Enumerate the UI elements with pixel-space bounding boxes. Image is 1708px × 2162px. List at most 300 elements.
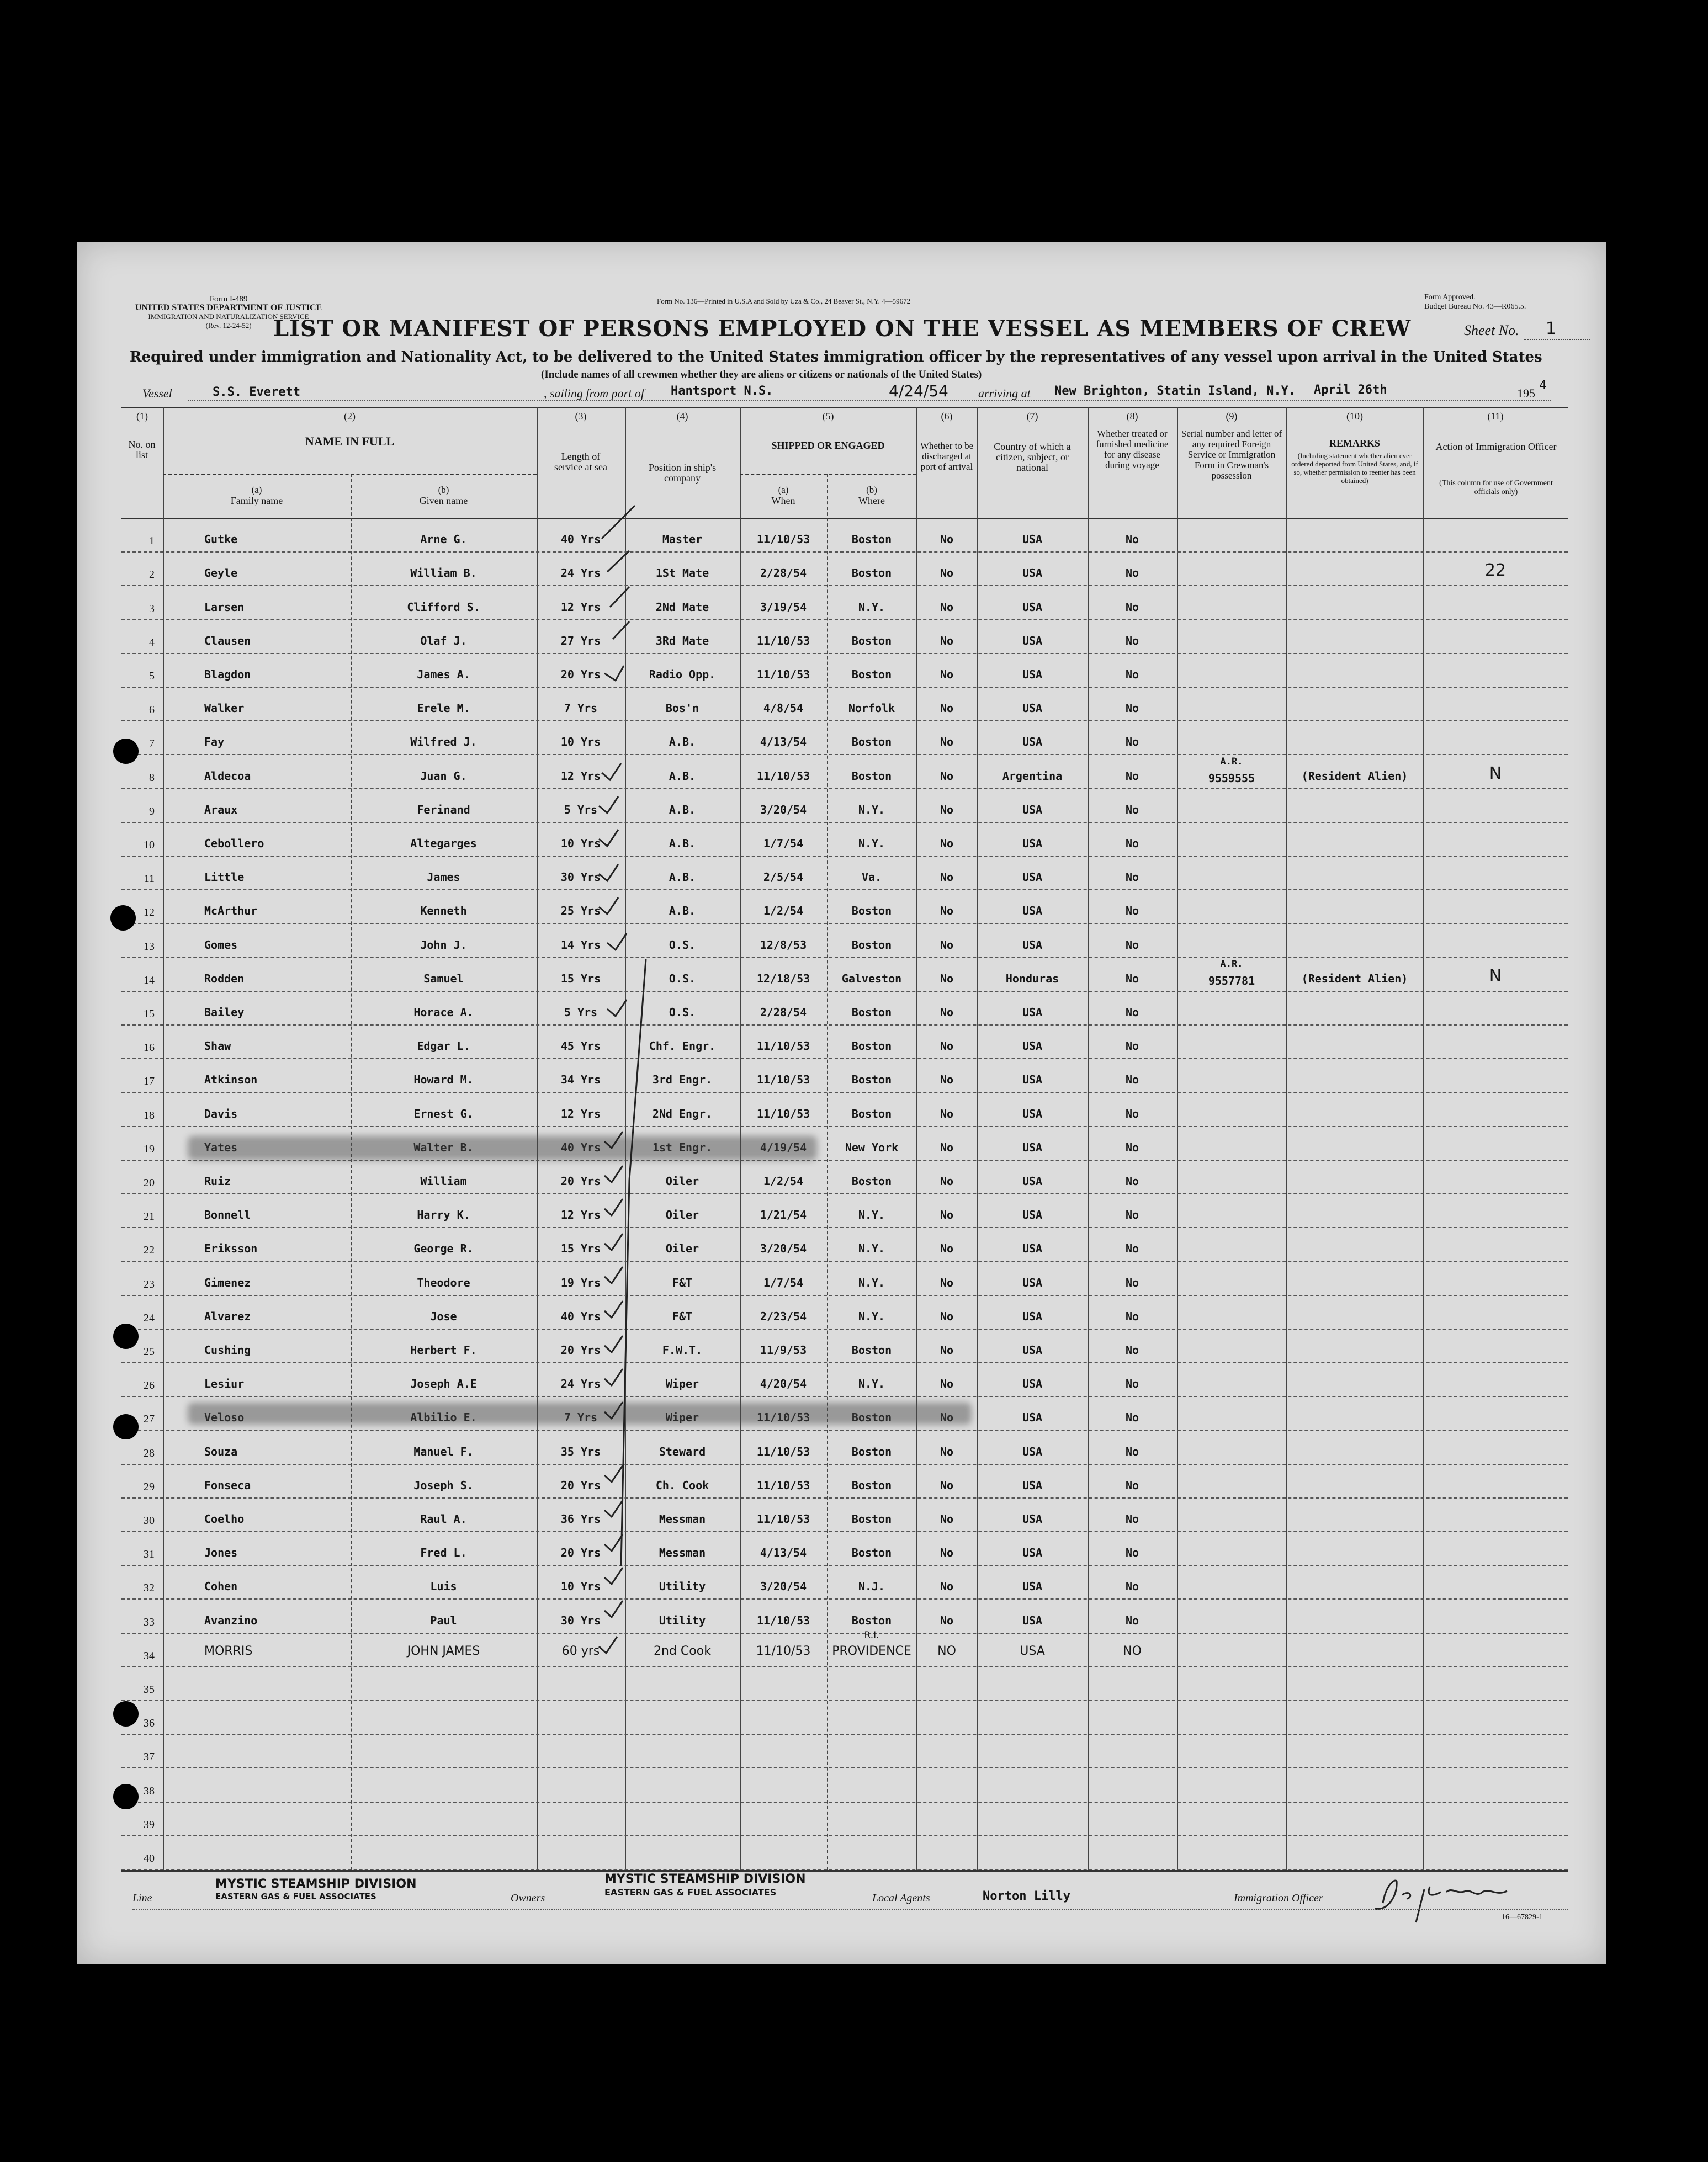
checkmark <box>599 897 618 914</box>
cell-med: No <box>1125 634 1139 647</box>
cell-position: O.S. <box>669 1006 696 1019</box>
checkmark <box>604 1500 623 1517</box>
cell-med: No <box>1125 1377 1139 1391</box>
header-discharged: Whether to be discharged at port of arrival <box>920 440 974 472</box>
col-num-10: (10) <box>1346 411 1363 422</box>
footer-agents-label: Local Agents <box>872 1892 930 1904</box>
cell-when: 4/20/54 <box>760 1377 807 1391</box>
cell-country: USA <box>1022 1140 1043 1154</box>
header-given-name: Given name <box>419 495 468 506</box>
cell-disch: No <box>940 634 954 647</box>
cell-action: N <box>1489 966 1502 986</box>
checkmark <box>607 551 629 572</box>
cell-given: Howard M. <box>413 1073 474 1087</box>
checkmark <box>599 864 618 881</box>
cell-position: 2Nd Engr. <box>652 1107 713 1120</box>
cell-disch: No <box>940 1242 954 1256</box>
cell-position: Master <box>662 533 703 546</box>
punch-hole <box>113 1701 139 1727</box>
cell-disch: No <box>940 1006 954 1019</box>
year-prefix: 195 <box>1517 386 1535 400</box>
row-number: 16 <box>144 1042 155 1054</box>
cell-country: USA <box>1022 702 1043 715</box>
cell-given: William <box>420 1175 467 1188</box>
punch-hole <box>113 1784 139 1809</box>
cell-given: Joseph A.E <box>410 1377 477 1391</box>
cell-when: 1/2/54 <box>763 1175 804 1188</box>
row-number: 13 <box>144 940 155 953</box>
cell-where: Boston <box>851 1444 892 1458</box>
cell-position: Wiper <box>665 1377 699 1391</box>
cell-service: 40 Yrs <box>560 1309 601 1323</box>
cell-position: 2nd Cook <box>654 1644 711 1658</box>
footer-owners-value-2: EASTERN GAS & FUEL ASSOCIATES <box>604 1887 777 1898</box>
cell-when: 2/28/54 <box>760 1006 807 1019</box>
cell-disch: No <box>940 1276 954 1289</box>
cell-given: George R. <box>413 1242 474 1256</box>
cell-med: No <box>1125 1006 1139 1019</box>
cell-given: Fred L. <box>420 1546 467 1560</box>
cell-where: Boston <box>851 1343 892 1357</box>
cell-country: USA <box>1022 600 1043 614</box>
row-number: 3 <box>149 602 155 615</box>
cell-service: 34 Yrs <box>560 1073 601 1087</box>
cell-country: USA <box>1022 1444 1043 1458</box>
cell-position: Messman <box>659 1512 706 1526</box>
cell-when: 3/19/54 <box>760 600 807 614</box>
cell-when: 12/8/53 <box>760 938 807 952</box>
cell-disch: No <box>940 870 954 884</box>
cell-when: 11/10/53 <box>756 1478 810 1492</box>
cell-given: Herbert F. <box>410 1343 477 1357</box>
cell-when: 1/7/54 <box>763 837 804 850</box>
cell-service: 20 Yrs <box>560 1343 601 1357</box>
cell-disch: No <box>940 735 954 749</box>
cell-when: 4/8/54 <box>763 702 804 715</box>
cell-family: Walker <box>204 702 245 715</box>
cell-given: Horace A. <box>413 1006 474 1019</box>
cell-service: 20 Yrs <box>560 1546 601 1560</box>
cell-service: 30 Yrs <box>560 870 601 884</box>
col-num-6: (6) <box>941 411 953 422</box>
cell-family: Araux <box>204 803 238 816</box>
cell-where: Boston <box>851 566 892 580</box>
cell-given: Arne G. <box>420 533 467 546</box>
cell-given: James A. <box>417 668 470 681</box>
cell-given: Erele M. <box>417 702 470 715</box>
cell-service: 15 Yrs <box>560 971 601 985</box>
checkmark <box>602 506 635 539</box>
service: IMMIGRATION AND NATURALIZATION SERVICE <box>148 312 309 321</box>
cell-disch: No <box>940 1309 954 1323</box>
cell-position: Messman <box>659 1546 706 1560</box>
cell-service: 25 Yrs <box>560 904 601 918</box>
cell-where: Boston <box>851 1478 892 1492</box>
cell-when: 2/23/54 <box>760 1309 807 1323</box>
checkmark <box>599 796 618 813</box>
cell-family: Atkinson <box>204 1073 258 1087</box>
cell-family: Eriksson <box>204 1242 258 1256</box>
cell-position: A.B. <box>669 735 696 749</box>
cell-disch: No <box>940 1478 954 1492</box>
cell-country: USA <box>1022 1006 1043 1019</box>
cell-disch: No <box>940 1444 954 1458</box>
cell-where: Boston <box>851 668 892 681</box>
cell-where: Boston <box>851 735 892 749</box>
footer-line-value-2: EASTERN GAS & FUEL ASSOCIATES <box>215 1892 376 1901</box>
cell-med: No <box>1125 1343 1139 1357</box>
cell-position: A.B. <box>669 870 696 884</box>
service-checkmarks <box>599 506 646 1653</box>
cell-family: MORRIS <box>204 1644 253 1658</box>
cell-when: 11/10/53 <box>756 1107 810 1120</box>
cell-service: 35 Yrs <box>560 1444 601 1458</box>
cell-given: Theodore <box>417 1276 470 1289</box>
arriving-port: New Brighton, Statin Island, N.Y. <box>1054 384 1296 398</box>
footer-owners-value <box>604 1873 806 1899</box>
cell-country: USA <box>1022 837 1043 850</box>
cell-given: Albilio E. <box>410 1411 477 1425</box>
cell-family: Geyle <box>204 566 238 580</box>
cell-country: USA <box>1022 1343 1043 1357</box>
footer-line-value-1: MYSTIC STEAMSHIP DIVISION <box>215 1877 417 1891</box>
checkmark <box>613 621 629 639</box>
cell-when: 3/20/54 <box>760 1580 807 1593</box>
col-num-9: (9) <box>1226 411 1238 422</box>
cell-given: Jose <box>430 1309 457 1323</box>
cell-where: Boston <box>851 1107 892 1120</box>
col-num-3: (3) <box>575 411 587 422</box>
cell-service: 10 Yrs <box>560 1580 601 1593</box>
cell-where: Boston <box>851 1512 892 1526</box>
cell-med: No <box>1125 1073 1139 1087</box>
cell-family: Aldecoa <box>204 769 251 783</box>
cell-position: A.B. <box>669 769 696 783</box>
checkmark <box>604 666 624 681</box>
cell-serial: 9557781 <box>1208 974 1255 987</box>
cell-country: Argentina <box>1002 769 1063 783</box>
cell-family: McArthur <box>204 904 258 918</box>
cell-when: 11/9/53 <box>760 1343 807 1357</box>
header-5b-letter: (b) <box>866 485 877 495</box>
checkmark <box>604 1402 623 1419</box>
cell-med: No <box>1125 1613 1139 1627</box>
cell-country: USA <box>1022 735 1043 749</box>
cell-disch: No <box>940 837 954 850</box>
cell-where: Boston <box>851 1006 892 1019</box>
cell-given: James <box>427 870 460 884</box>
cell-med: No <box>1125 702 1139 715</box>
cell-where: Boston <box>851 533 892 546</box>
row-number: 17 <box>144 1075 155 1088</box>
row-number: 4 <box>149 636 155 649</box>
cell-family: Cushing <box>204 1343 251 1357</box>
header-2b-letter: (b) <box>438 485 449 495</box>
cell-position: Bos'n <box>665 702 699 715</box>
cell-country: USA <box>1022 1175 1043 1188</box>
checkmark <box>604 1301 623 1318</box>
cell-serial-top: A.R. <box>1220 958 1243 970</box>
cell-position: 1st Engr. <box>652 1140 713 1154</box>
cell-country: USA <box>1022 1411 1043 1425</box>
col-num-4: (4) <box>676 411 688 422</box>
header-action: Action of Immigration Officer <box>1435 441 1557 452</box>
cell-med: No <box>1125 1140 1139 1154</box>
cell-position: F.W.T. <box>662 1343 703 1357</box>
cell-family: Rodden <box>204 971 245 985</box>
header-action-note: (This column for use of Government officials only) <box>1439 479 1553 496</box>
cell-serial-top: A.R. <box>1220 756 1243 767</box>
cell-position: Utility <box>659 1613 706 1627</box>
cell-country: USA <box>1022 1478 1043 1492</box>
cell-given: Olaf J. <box>420 634 467 647</box>
cell-med: No <box>1125 1276 1139 1289</box>
cell-country: USA <box>1022 1073 1043 1087</box>
department: UNITED STATES DEPARTMENT OF JUSTICE <box>135 303 322 312</box>
cell-where: PROVIDENCE <box>832 1644 911 1658</box>
checkmark <box>604 1369 623 1385</box>
cell-disch: No <box>940 533 954 546</box>
row-number: 26 <box>144 1379 155 1392</box>
cell-med: No <box>1125 870 1139 884</box>
row-number: 22 <box>144 1244 155 1257</box>
cell-action: N <box>1489 763 1502 783</box>
header-where: Where <box>858 495 885 506</box>
cell-position: A.B. <box>669 837 696 850</box>
cell-med: No <box>1125 938 1139 952</box>
cell-where: Boston <box>851 1411 892 1425</box>
cell-position: Wiper <box>665 1411 699 1425</box>
cell-disch: No <box>940 904 954 918</box>
cell-country: USA <box>1022 1580 1043 1593</box>
vessel-name: S.S. Everett <box>213 385 300 399</box>
cell-when: 1/2/54 <box>763 904 804 918</box>
cell-med: No <box>1125 803 1139 816</box>
cell-when: 11/10/53 <box>756 1644 811 1658</box>
cell-country: USA <box>1022 566 1043 580</box>
cell-given: Luis <box>430 1580 457 1593</box>
cell-position: Radio Opp. <box>649 668 716 681</box>
cell-disch: No <box>940 1208 954 1222</box>
cell-where: Galveston <box>841 971 902 985</box>
col-num-2: (2) <box>344 411 356 422</box>
cell-given: John J. <box>420 938 467 952</box>
cell-position: Ch. Cook <box>655 1478 709 1492</box>
cell-where: New York <box>845 1140 899 1154</box>
cell-service: 24 Yrs <box>560 1377 601 1391</box>
cell-where: N.Y. <box>858 1242 885 1256</box>
cell-country: USA <box>1022 1309 1043 1323</box>
row-number: 15 <box>144 1008 155 1020</box>
form-number: Form I-489 <box>209 295 248 304</box>
cell-family: Veloso <box>204 1411 245 1425</box>
cell-service: 60 yrs <box>561 1644 600 1658</box>
checkmark <box>604 1534 623 1551</box>
cell-country: USA <box>1022 1039 1043 1053</box>
checkmark <box>604 1166 623 1182</box>
cell-service: 12 Yrs <box>560 1107 601 1120</box>
cell-family: Souza <box>204 1444 238 1458</box>
cell-family: Fay <box>204 735 225 749</box>
cell-where: Boston <box>851 1039 892 1053</box>
year-digit: 4 <box>1539 379 1547 392</box>
cell-disch: No <box>940 1175 954 1188</box>
cell-given: Kenneth <box>420 904 467 918</box>
cell-disch: No <box>940 566 954 580</box>
cell-where: Boston <box>851 769 892 783</box>
cell-position: Steward <box>659 1444 706 1458</box>
cell-family: Gomes <box>204 938 238 952</box>
cell-service: 24 Yrs <box>560 566 601 580</box>
col-num-7: (7) <box>1026 411 1038 422</box>
cell-country: USA <box>1022 533 1043 546</box>
checkmark <box>604 1465 623 1482</box>
row-number: 18 <box>144 1109 155 1122</box>
cell-family: Yates <box>204 1140 238 1154</box>
cell-family: Shaw <box>204 1039 231 1053</box>
cell-position: O.S. <box>669 938 696 952</box>
cell-service: 45 Yrs <box>560 1039 601 1053</box>
cell-where: Boston <box>851 1613 892 1627</box>
cell-position: F&T <box>672 1309 693 1323</box>
cell-where: Norfolk <box>848 702 895 715</box>
cell-family: Gutke <box>204 533 238 546</box>
form-approved: Form Approved. <box>1424 293 1476 301</box>
cell-disch: No <box>940 1073 954 1087</box>
sailing-label: , sailing from port of <box>544 386 644 400</box>
cell-disch: No <box>940 1140 954 1154</box>
header-medicine: Whether treated or furnished medicine for any disease during voyage <box>1096 428 1169 470</box>
cell-service: 5 Yrs <box>564 803 598 816</box>
row-number: 24 <box>144 1311 155 1324</box>
footer-officer-label: Immigration Officer <box>1234 1892 1323 1904</box>
cell-when: 11/10/53 <box>756 1613 810 1627</box>
cell-serial: 9559555 <box>1208 771 1255 785</box>
row-number: 11 <box>144 873 155 885</box>
cell-disch: No <box>940 1512 954 1526</box>
cell-given: Clifford S. <box>407 600 480 614</box>
cell-country: USA <box>1022 938 1043 952</box>
cell-service: 10 Yrs <box>560 735 601 749</box>
cell-when: 11/10/53 <box>756 769 810 783</box>
cell-position: Oiler <box>665 1242 699 1256</box>
header-family-name: Family name <box>230 495 283 506</box>
budget-bureau: Budget Bureau No. 43—R065.5. <box>1424 302 1526 311</box>
rev: (Rev. 12-24-52) <box>205 321 252 330</box>
cell-country: USA <box>1022 668 1043 681</box>
manifest-sheet <box>77 242 1606 1964</box>
cell-family: Jones <box>204 1546 238 1560</box>
row-number: 19 <box>144 1143 155 1155</box>
row-number: 33 <box>144 1616 155 1628</box>
cell-where: Boston <box>851 1546 892 1560</box>
footer-underline <box>132 1909 1568 1910</box>
header-country: Country of which a citizen, subject, or national <box>994 441 1071 473</box>
cell-service: 12 Yrs <box>560 1208 601 1222</box>
cell-when: 2/5/54 <box>763 870 804 884</box>
row-number: 10 <box>144 839 155 851</box>
cell-where: N.Y. <box>858 1377 885 1391</box>
checkmark <box>604 1336 623 1352</box>
cell-when: 1/21/54 <box>760 1208 807 1222</box>
header-2a-letter: (a) <box>251 485 262 495</box>
cell-country: USA <box>1022 870 1043 884</box>
punch-hole <box>113 1414 139 1439</box>
subtitle: Required under immigration and Nationality Act, to be delivered to the United States immigration officer by the representatives of any vessel upon arrival in the United States <box>130 349 1542 365</box>
cell-country: USA <box>1022 1208 1043 1222</box>
cell-service: 40 Yrs <box>560 1140 601 1154</box>
cell-service: 7 Yrs <box>564 1411 598 1425</box>
sailing-date: 4/24/54 <box>889 382 948 400</box>
cell-family: Bonnell <box>204 1208 251 1222</box>
checkmark <box>604 1132 623 1148</box>
row-number: 2 <box>149 569 155 581</box>
col-num-8: (8) <box>1126 411 1138 422</box>
cell-country: USA <box>1022 803 1043 816</box>
cell-service: 40 Yrs <box>560 533 601 546</box>
row-number: 32 <box>144 1582 155 1595</box>
col-num-11: (11) <box>1487 411 1504 422</box>
col-num-5: (5) <box>822 411 834 422</box>
checkmark <box>610 587 629 607</box>
cell-disch: No <box>940 1580 954 1593</box>
cell-service: 20 Yrs <box>560 1175 601 1188</box>
cell-position: Oiler <box>665 1175 699 1188</box>
cell-disch: No <box>940 769 954 783</box>
row-number: 40 <box>144 1852 155 1864</box>
cell-med: No <box>1125 1039 1139 1053</box>
cell-country: USA <box>1022 904 1043 918</box>
checkmark-line <box>621 959 646 1566</box>
row-number: 9 <box>149 805 155 817</box>
cell-family: Fonseca <box>204 1478 251 1492</box>
row-number: 12 <box>144 906 155 919</box>
cell-action: 22 <box>1484 561 1507 581</box>
cell-where: Boston <box>851 1175 892 1188</box>
cell-disch: No <box>940 803 954 816</box>
cell-when: 11/10/53 <box>756 668 810 681</box>
cell-when: 11/10/53 <box>756 1073 810 1087</box>
cell-position: F&T <box>672 1276 693 1289</box>
cell-med: No <box>1125 904 1139 918</box>
cell-service: 30 Yrs <box>560 1613 601 1627</box>
row-number: 1 <box>149 535 155 548</box>
punch-hole <box>113 739 139 764</box>
cell-where: Boston <box>851 634 892 647</box>
cell-service: 5 Yrs <box>564 1006 598 1019</box>
sheet-number: 1 <box>1546 319 1557 338</box>
cell-given: Walter B. <box>413 1140 474 1154</box>
cell-position: 2Nd Mate <box>655 600 709 614</box>
row-number: 20 <box>144 1177 155 1189</box>
cell-med: No <box>1125 971 1139 985</box>
cell-service: 20 Yrs <box>560 668 601 681</box>
cell-service: 20 Yrs <box>560 1478 601 1492</box>
cell-where: Boston <box>851 904 892 918</box>
cell-family: Avanzino <box>204 1613 258 1627</box>
cell-where: Boston <box>851 938 892 952</box>
cell-given: Ernest G. <box>413 1107 474 1120</box>
punch-hole <box>110 905 136 931</box>
cell-given: Edgar L. <box>417 1039 470 1053</box>
cell-med: No <box>1125 769 1139 783</box>
footer-line-label: Line <box>132 1892 152 1904</box>
cell-given: Ferinand <box>417 803 470 816</box>
cell-given: Juan G. <box>420 769 467 783</box>
cell-family: Clausen <box>204 634 251 647</box>
cell-disch: NO <box>937 1644 956 1658</box>
cell-given: William B. <box>410 566 477 580</box>
